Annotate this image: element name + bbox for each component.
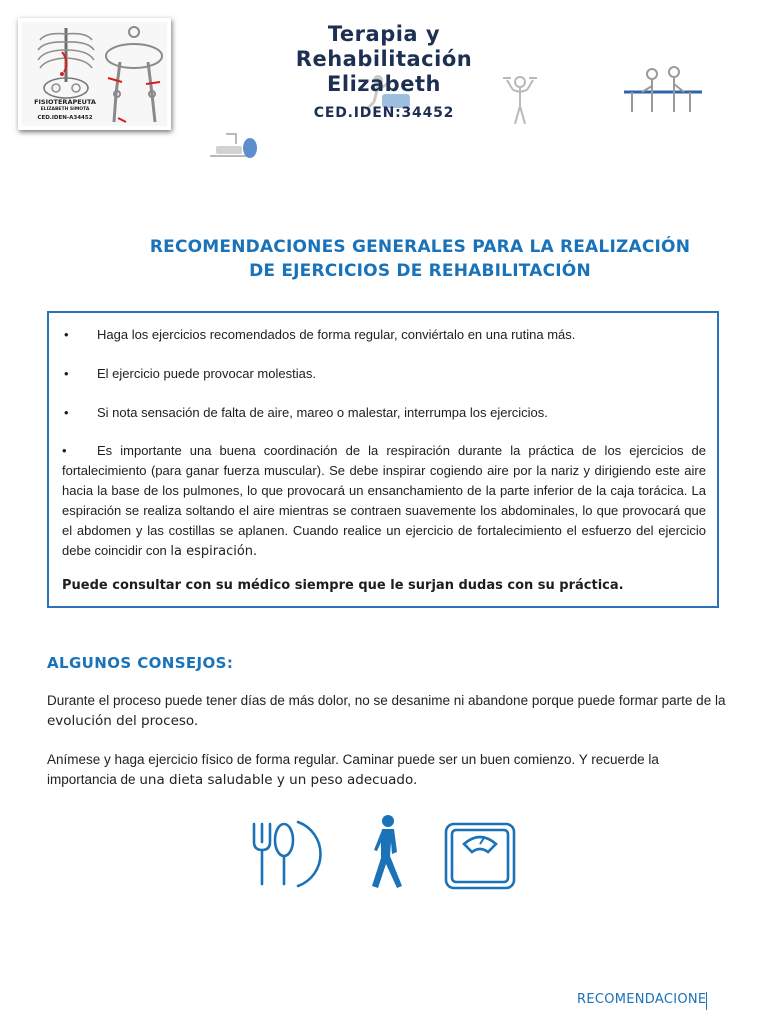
clinic-title-line-1: Terapia y (327, 22, 441, 46)
bed-therapy-icon (208, 126, 262, 164)
recommendation-item (64, 404, 548, 422)
bullet-icon: • (64, 366, 69, 381)
logo-line-2: ELIZABETH SIMOTA (40, 107, 90, 112)
recommendation-item (64, 365, 316, 383)
footer-label: RECOMENDACIONE (577, 992, 707, 1007)
walking-woman-icon (364, 812, 412, 892)
tips-paragraph-2-end: una dieta saludable y un peso adecuado. (139, 772, 418, 788)
recommendation-text: Si nota sensación de falta de aire, mareo o malestar, interrumpa los ejercicios. (97, 405, 548, 420)
clinic-title (268, 22, 500, 97)
bullet-icon: • (64, 327, 69, 342)
bullet-icon: • (64, 405, 69, 420)
footer-cursor (706, 992, 707, 1010)
recommendations-box (47, 311, 719, 608)
logo-line-3: CED.IDEN-A34452 (37, 115, 93, 121)
plate-cutlery-icon (248, 818, 324, 890)
clinic-logo (18, 18, 171, 130)
tips-title: ALGUNOS CONSEJOS: (47, 654, 234, 672)
clinic-title-line-3: Elizabeth (327, 72, 441, 96)
parallel-bars-icon (620, 66, 704, 116)
tips-paragraph-2 (47, 750, 727, 790)
consult-note: Puede consultar con su médico siempre que le surjan dudas con su práctica. (62, 578, 624, 593)
dumbbell-person-icon (495, 70, 545, 126)
main-title-line-1: RECOMENDACIONES GENERALES PARA LA REALIZACIÓN (149, 237, 691, 257)
breathing-text: Es importante una buena coordinación de la respiración durante la práctica de los ejercicios de fortalecimiento (para ganar fuerza muscular). Se debe inspirar cogiendo aire por la nariz y dirigiendo este aire hacia la base de los pulmones, lo que provocará un ensanchamiento de la parte inferior de la caja torácica. La espiración se realiza soltando el aire mientras se contraen suavemente los abdominales, lo que provocará que el abdomen y las costillas se aplanen. Cuando realice un ejercicio de fortalecimiento el esfuerzo del ejercicio debe coincidir con (62, 443, 706, 558)
recommendation-text: El ejercicio puede provocar molestias. (97, 366, 316, 381)
logo-line-1: FISIOTERAPEUTA (34, 98, 96, 106)
bullet-icon: • (62, 443, 67, 458)
recommendation-item-breathing (62, 441, 706, 562)
bathroom-scale-icon (444, 822, 516, 890)
tips-paragraph-1 (47, 691, 727, 731)
tips-paragraph-1-end: evolución del proceso. (47, 713, 199, 729)
tips-paragraph-2-text: Anímese y haga ejercicio físico de forma regular. Caminar puede ser un buen comienzo. Y recuerde la importancia de (47, 752, 659, 787)
recommendation-text: Haga los ejercicios recomendados de forma regular, conviértalo en una rutina más. (97, 327, 576, 342)
recommendation-item (64, 326, 575, 344)
tips-paragraph-1-text: Durante el proceso puede tener días de más dolor, no se desanime ni abandone porque puede formar parte de la (47, 693, 726, 708)
main-title (120, 235, 720, 283)
skeleton-logo-image (22, 22, 167, 126)
clinic-title-line-2: Rehabilitación (295, 47, 473, 71)
main-title-line-2: DE EJERCICIOS DE REHABILITACIÓN (249, 261, 591, 281)
clinic-id: CED.IDEN:34452 (313, 105, 455, 121)
breathing-text-end: la espiración. (170, 544, 258, 559)
